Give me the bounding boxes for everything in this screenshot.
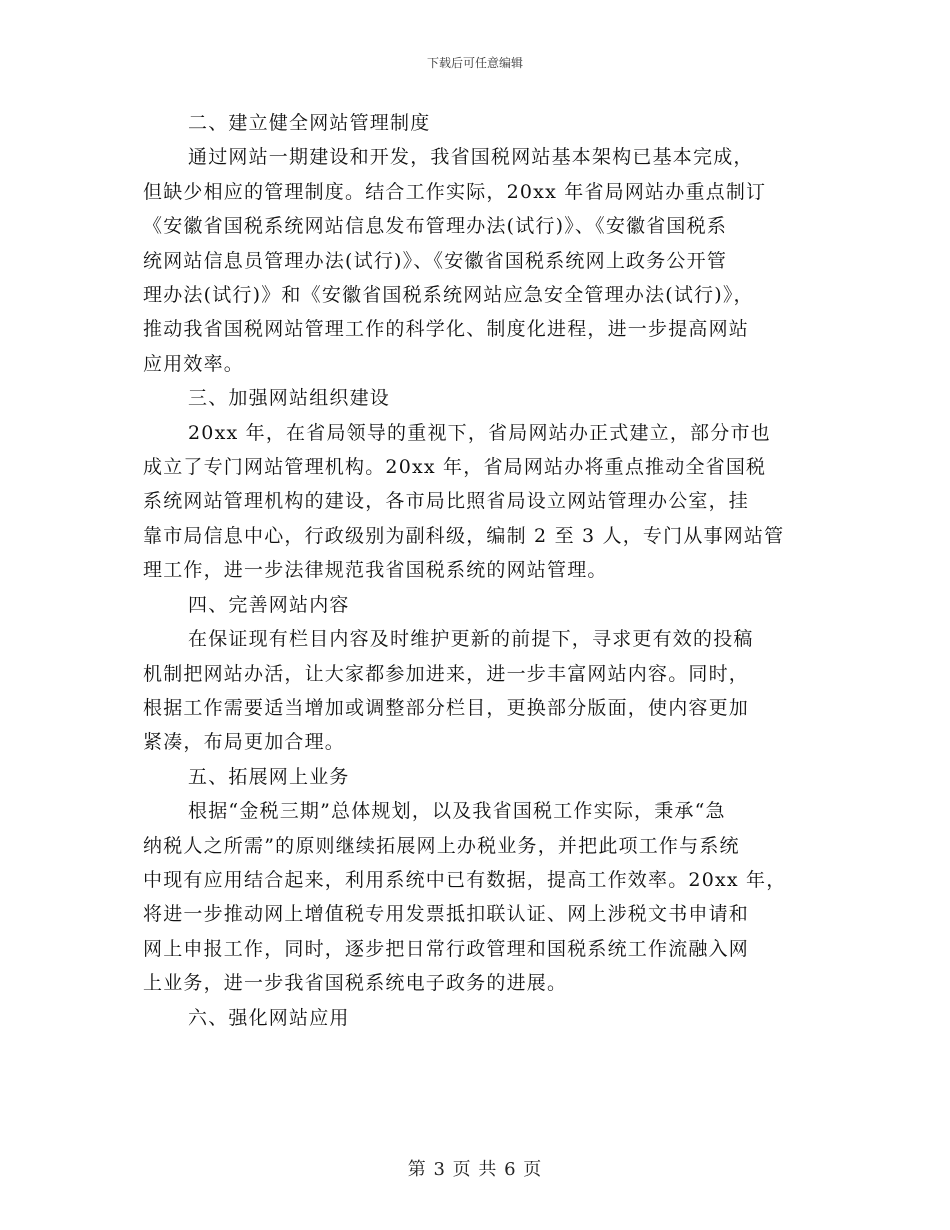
paragraph-line: 网上申报工作，同时，逐步把日常行政管理和国税系统工作流融入网 [143,937,750,960]
paragraph-line: 应用效率。 [143,352,245,375]
paragraph-line: 20xx 年，在省局领导的重视下，省局网站办正式建立，部分市也 [188,421,771,444]
section-heading: 五、拓展网上业务 [188,765,350,788]
paragraph-line: 但缺少相应的管理制度。结合工作实际，20xx 年省局网站办重点制订 [143,180,767,203]
paragraph-line: 将进一步推动网上增值税专用发票抵扣联认证、网上涉税文书申请和 [143,903,750,926]
section-heading: 二、建立健全网站管理制度 [188,112,431,134]
paragraph-line: 根据工作需要适当增加或调整部分栏目，更换部分版面，使内容更加 [143,696,750,719]
paragraph-line: 紧凑，布局更加合理。 [143,731,346,754]
section-heading: 三、加强网站组织建设 [188,387,391,410]
paragraph-line: 机制把网站办活，让大家都参加进来，进一步丰富网站内容。同时， [143,662,750,685]
paragraph-line: 上业务，进一步我省国税系统电子政务的进展。 [143,972,568,995]
paragraph-line: 《安徽省国税系统网站信息发布管理办法(试行)》、《安徽省国税系 [143,215,728,238]
paragraph-line: 成立了专门网站管理机构。20xx 年，省局网站办将重点推动全省国税 [143,456,767,479]
section-heading: 六、强化网站应用 [188,1006,350,1029]
page-header-note: 下载后可任意编辑 [426,56,523,70]
paragraph-line: 根据“金税三期”总体规划，以及我省国税工作实际，秉承“急 [188,800,726,823]
page-number: 第 3 页 共 6 页 [407,1159,543,1180]
paragraph-line: 通过网站一期建设和开发，我省国税网站基本架构已基本完成， [188,146,754,169]
paragraph-line: 系统网站管理机构的建设，各市局比照省局设立网站管理办公室，挂 [143,490,750,513]
paragraph-line: 靠市局信息中心，行政级别为副科级，编制 2 至 3 人，专门从事网站管 [143,524,785,547]
paragraph-line: 在保证现有栏目内容及时维护更新的前提下，寻求更有效的投稿 [188,628,754,651]
paragraph-line: 纳税人之所需”的原则继续拓展网上办税业务，并把此项工作与系统 [143,834,740,857]
paragraph-line: 推动我省国税网站管理工作的科学化、制度化进程，进一步提高网站 [143,318,750,341]
document-body [143,106,808,1035]
paragraph-line: 中现有应用结合起来，利用系统中已有数据，提高工作效率。20xx 年， [143,868,787,891]
section-heading: 四、完善网站内容 [188,593,350,616]
paragraph-line: 理办法(试行)》和《安徽省国税系统网站应急安全管理办法(试行)》， [143,284,754,307]
paragraph-line: 统网站信息员管理办法(试行)》、《安徽省国税系统网上政务公开管 [143,249,728,272]
paragraph-line: 理工作，进一步法律规范我省国税系统的网站管理。 [143,559,608,582]
